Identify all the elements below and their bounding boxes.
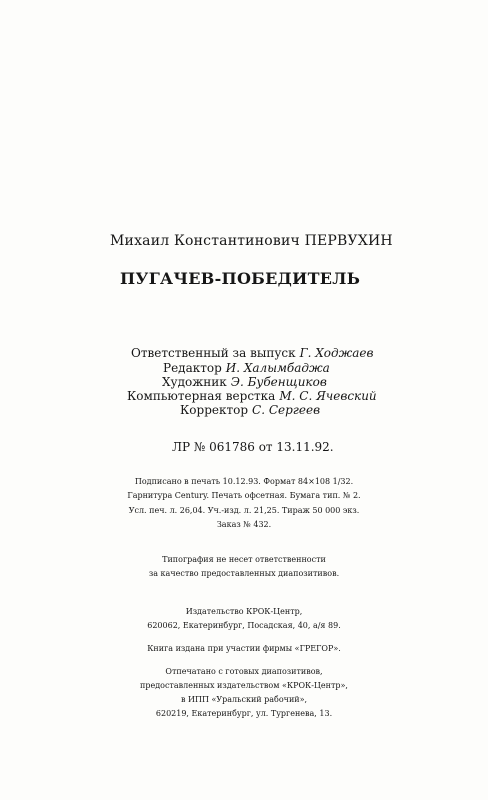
printer-line: предоставленных издательством «КРОК-Центр», bbox=[140, 681, 348, 690]
credit-line bbox=[127, 389, 377, 403]
credit-role: Ответственный за выпуск bbox=[131, 346, 296, 360]
credit-name: С. Сергеев bbox=[252, 403, 321, 417]
credit-line bbox=[131, 346, 373, 360]
credit-line bbox=[180, 403, 320, 417]
print-info-line: Подписано в печать 10.12.93. Формат 84×108 1/32. bbox=[134, 477, 354, 486]
license-number: ЛР № 061786 от 13.11.92. bbox=[172, 440, 334, 454]
credit-role: Художник bbox=[162, 375, 227, 389]
credit-name: М. С. Ячевский bbox=[279, 389, 377, 403]
print-info-line: Гарнитура Century. Печать офсетная. Бумага тип. № 2. bbox=[127, 491, 361, 500]
printer-line: в ИПП «Уральский рабочий», bbox=[180, 695, 308, 704]
print-info-line: Усл. печ. л. 26,04. Уч.-изд. л. 21,25. Тираж 50 000 экз. bbox=[128, 506, 360, 515]
publisher-line: 620062, Екатеринбург, Посадская, 40, а/я 89. bbox=[147, 621, 341, 630]
firm-note: Книга издана при участии фирмы «ГРЕГОР». bbox=[147, 644, 341, 653]
credit-name: И. Халымбаджа bbox=[225, 361, 330, 375]
disclaimer-line: Типография не несет ответственности bbox=[162, 555, 326, 564]
print-info-line: Заказ № 432. bbox=[216, 520, 272, 529]
book-title: ПУГАЧЕВ-ПОБЕДИТЕЛЬ bbox=[120, 269, 361, 288]
disclaimer-line: за качество предоставленных диапозитивов. bbox=[148, 569, 340, 578]
credit-line bbox=[162, 375, 327, 389]
credit-name: Г. Ходжаев bbox=[299, 346, 374, 360]
publisher-line: Издательство КРОК-Центр, bbox=[185, 607, 303, 616]
credit-role: Корректор bbox=[180, 403, 249, 417]
credit-role: Редактор bbox=[163, 361, 222, 375]
credit-name: Э. Бубенщиков bbox=[230, 375, 327, 389]
author-name: Михаил Константинович ПЕРВУХИН bbox=[110, 233, 393, 249]
printer-line: Отпечатано с готовых диапозитивов, bbox=[165, 667, 323, 676]
credit-role: Компьютерная верстка bbox=[127, 389, 276, 403]
printer-line: 620219, Екатеринбург, ул. Тургенева, 13. bbox=[155, 709, 333, 718]
credit-line bbox=[163, 361, 330, 375]
